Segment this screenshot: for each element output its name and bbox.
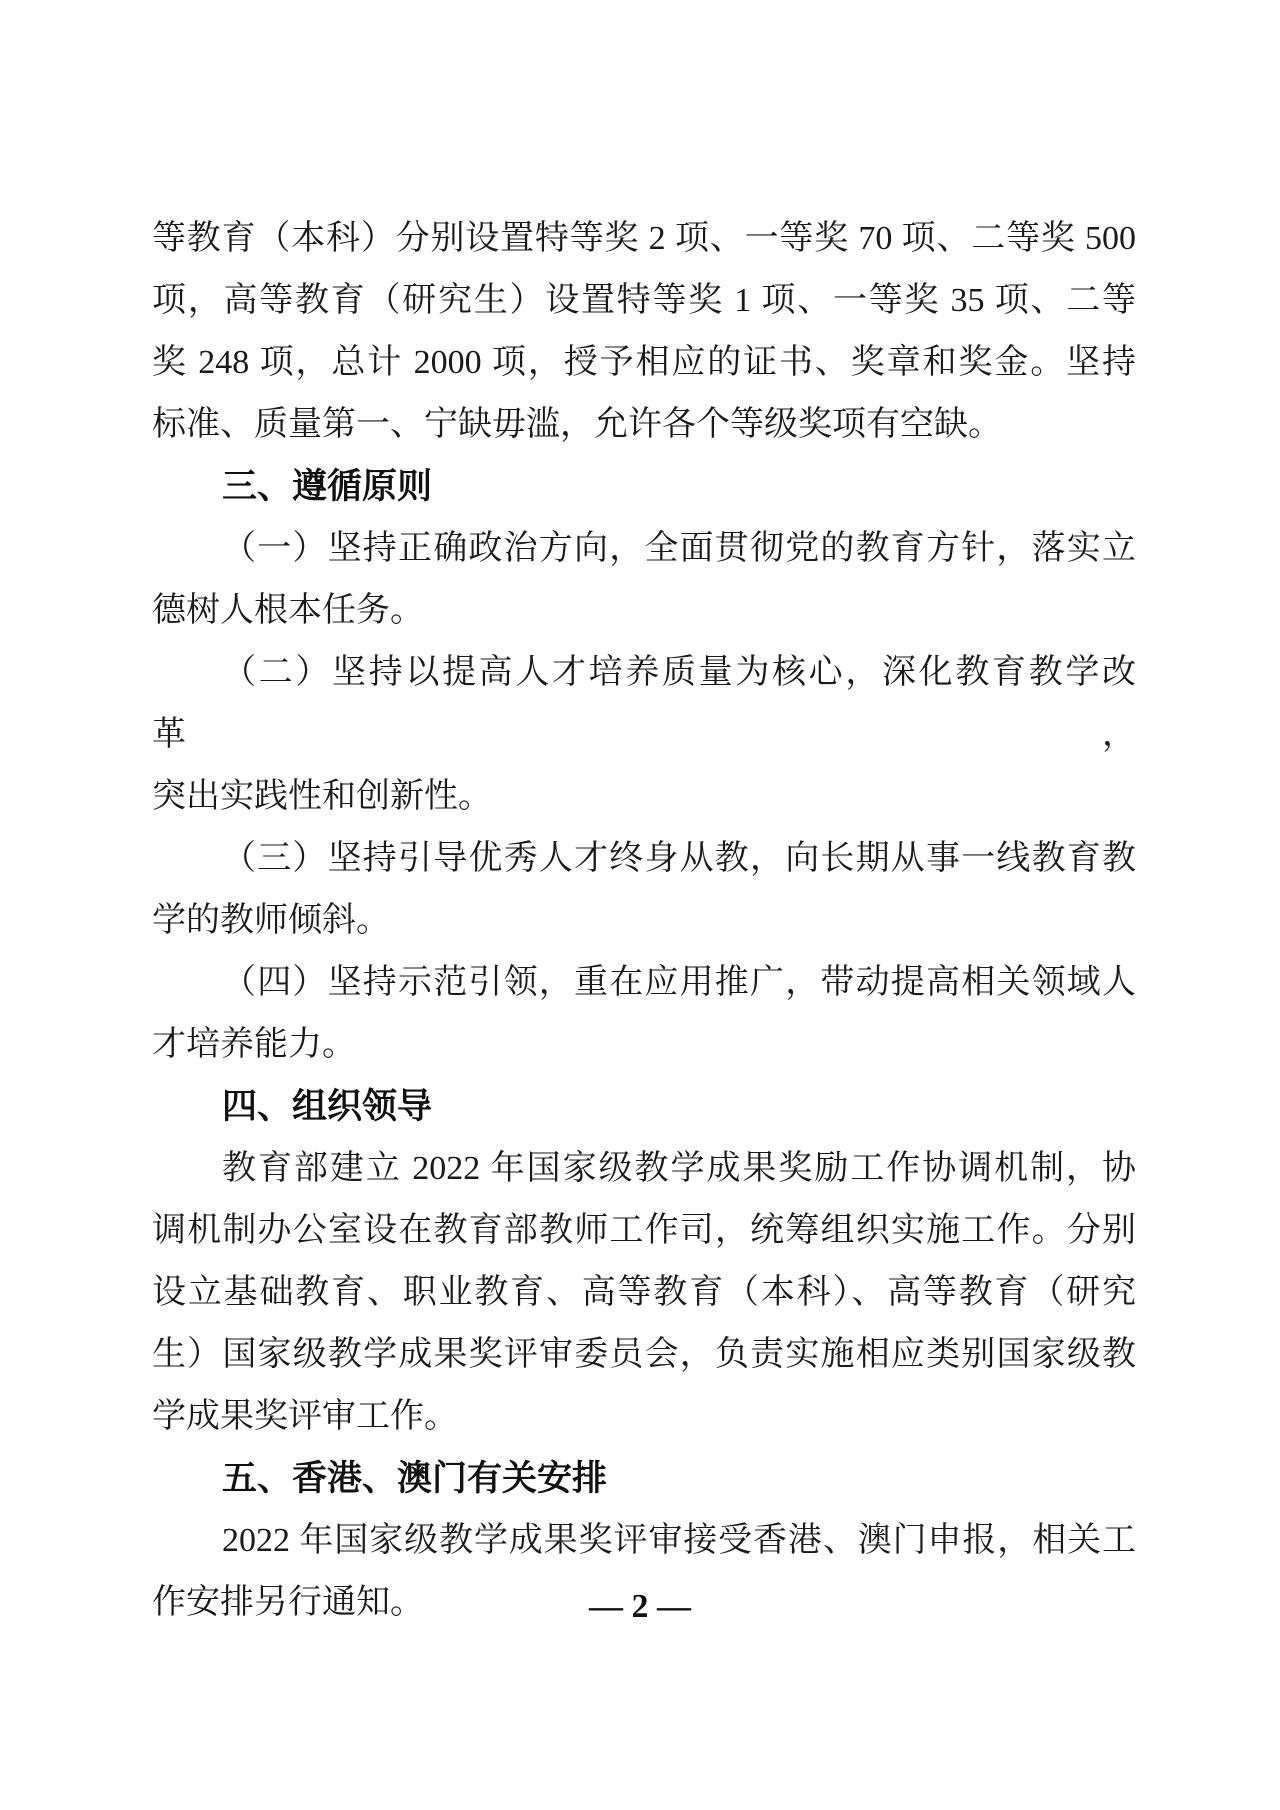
text-line: 才培养能力。 xyxy=(152,1026,356,1063)
paragraph xyxy=(152,952,1136,1076)
document-body xyxy=(152,208,1136,1634)
paragraph xyxy=(152,642,1136,828)
text-line: （一）坚持正确政治方向，全面贯彻党的教育方针，落实立 xyxy=(222,530,1136,567)
text-line: 作安排另行通知。 xyxy=(152,1584,424,1621)
text-line: 学的教师倾斜。 xyxy=(152,902,390,939)
paragraph xyxy=(152,828,1136,952)
paragraph xyxy=(152,518,1136,642)
section-heading: 三、遵循原则 xyxy=(222,467,433,506)
text-line: 2022 年国家级教学成果奖评审接受香港、澳门申报，相关工 xyxy=(222,1522,1136,1559)
section-heading: 五、香港、澳门有关安排 xyxy=(222,1459,608,1498)
section-heading: 四、组织领导 xyxy=(222,1087,433,1126)
text-line: （二）坚持以提高人才培养质量为核心，深化教育教学改革， xyxy=(152,654,1136,753)
text-line: 德树人根本任务。 xyxy=(152,592,424,629)
text-line: 设立基础教育、职业教育、高等教育（本科）、高等教育（研究 xyxy=(152,1274,1136,1311)
text-line: 调机制办公室设在教育部教师工作司，统筹组织实施工作。分别 xyxy=(152,1212,1136,1249)
text-line: 生）国家级教学成果奖评审委员会，负责实施相应类别国家级教 xyxy=(152,1336,1136,1373)
text-line: 突出实践性和创新性。 xyxy=(152,778,492,815)
paragraph xyxy=(152,1138,1136,1448)
page-number: — 2 — xyxy=(589,1588,691,1625)
text-line: 标准、质量第一、宁缺毋滥，允许各个等级奖项有空缺。 xyxy=(152,406,1002,443)
text-line: 学成果奖评审工作。 xyxy=(152,1398,458,1435)
text-line: 项，高等教育（研究生）设置特等奖 1 项、一等奖 35 项、二等 xyxy=(152,282,1136,319)
text-line: 奖 248 项，总计 2000 项，授予相应的证书、奖章和奖金。坚持 xyxy=(152,344,1136,381)
text-line: 教育部建立 2022 年国家级教学成果奖励工作协调机制，协 xyxy=(222,1150,1136,1187)
text-line: （三）坚持引导优秀人才终身从教，向长期从事一线教育教 xyxy=(222,840,1136,877)
text-line: （四）坚持示范引领，重在应用推广，带动提高相关领域人 xyxy=(222,964,1136,1001)
text-line: 等教育（本科）分别设置特等奖 2 项、一等奖 70 项、二等奖 500 xyxy=(152,220,1136,257)
paragraph xyxy=(152,208,1136,456)
